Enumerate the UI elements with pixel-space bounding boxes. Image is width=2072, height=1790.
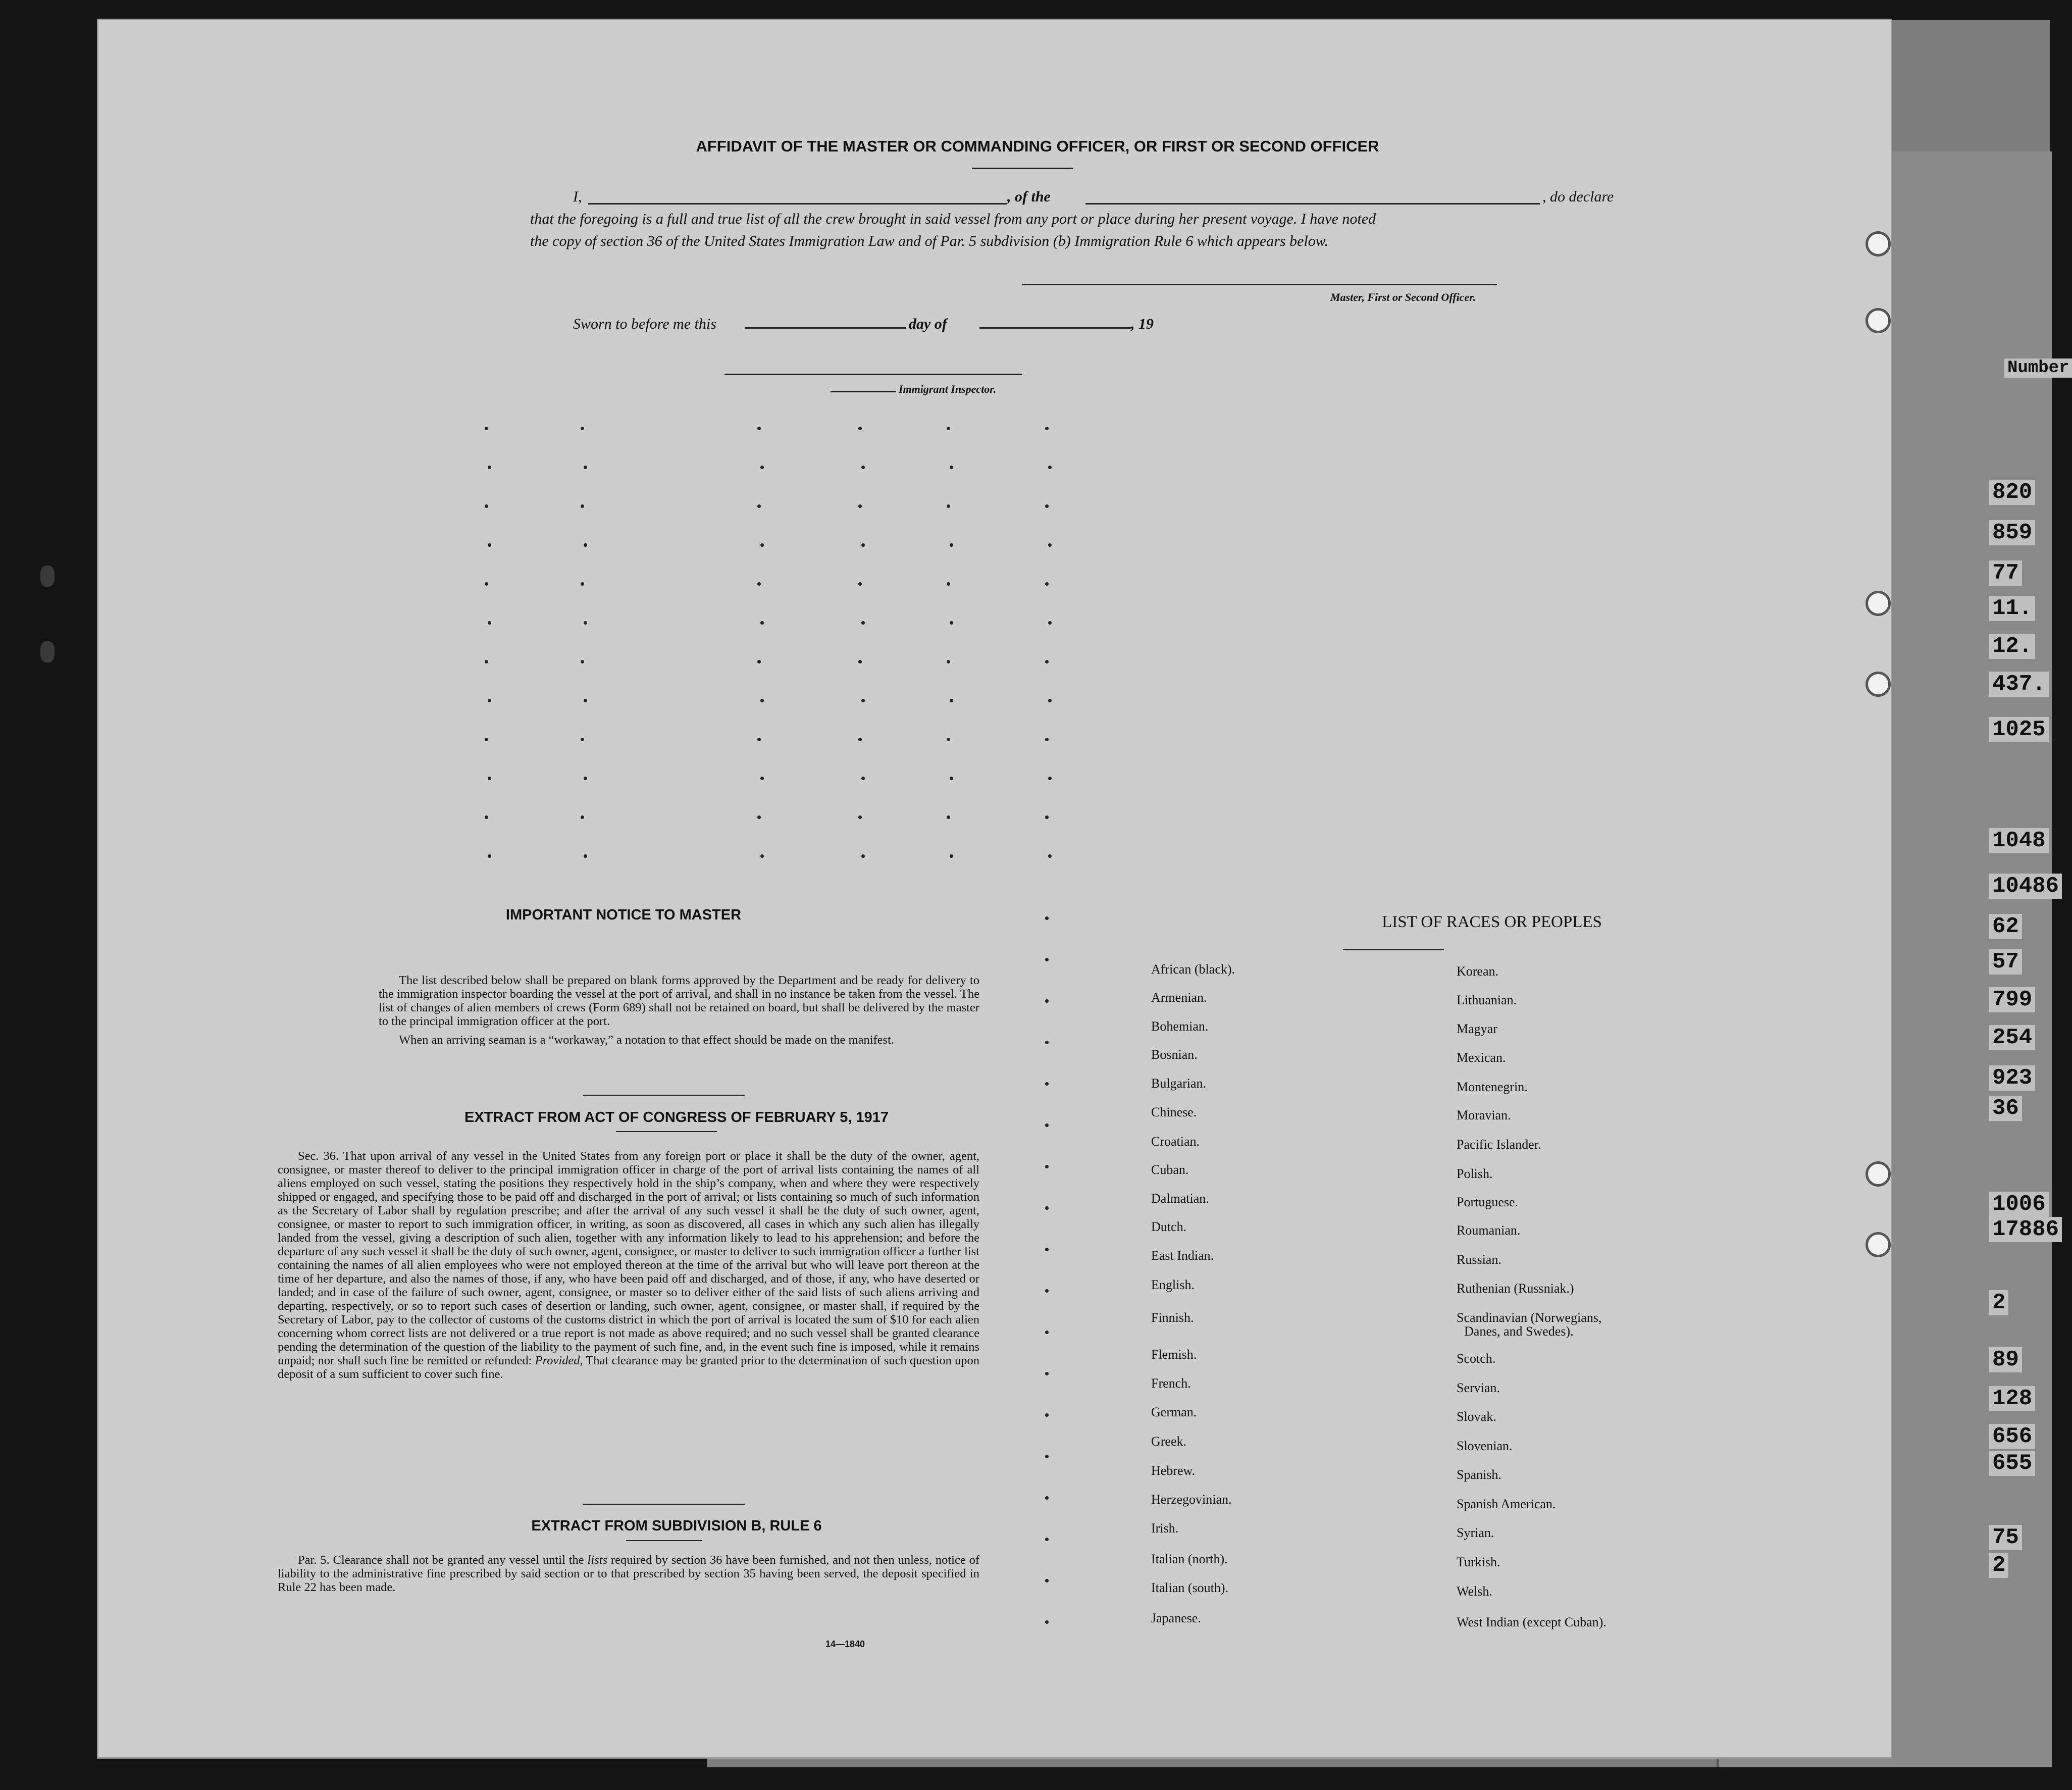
race-item: Cuban. [1151,1162,1189,1177]
binding-hole [1866,1232,1891,1257]
bleed-dot [581,660,584,663]
underlying-number: 57 [1989,949,2022,975]
bleed-dot [488,543,491,547]
extract-rule-title: EXTRACT FROM SUBDIVISION B, RULE 6 [531,1518,822,1534]
bleed-dot [1048,621,1052,625]
bleed-dot [1045,1331,1049,1334]
bleed-dot [1045,1248,1049,1251]
bleed-dot [1045,916,1049,920]
race-item: French. [1151,1376,1191,1391]
sworn-day-blank [745,327,906,329]
bleed-dot [757,815,761,819]
binding-hole [1866,591,1891,616]
race-item: Italian (north). [1151,1552,1228,1566]
bleed-dot [584,854,587,858]
bleed-dot [861,466,865,469]
sworn-day: day of [909,316,947,332]
underlying-number: 10486 [1989,874,2062,899]
bleed-dot [858,815,862,819]
bleed-dot [488,466,491,469]
bleed-dot [1045,1413,1049,1417]
race-item: Spanish American. [1457,1497,1556,1511]
underlying-number: 799 [1989,987,2035,1012]
bleed-dot [1048,543,1052,547]
affidavit-line1-of: , of the [1007,188,1051,205]
race-item: English. [1151,1277,1195,1292]
underlying-number: 1006 [1989,1192,2049,1217]
race-item: Herzegovinian. [1151,1492,1232,1507]
extract-act-title: EXTRACT FROM ACT OF CONGRESS OF FEBRUARY 5, 1917 [464,1109,889,1126]
inspector-blank [724,374,1022,375]
notice-title: IMPORTANT NOTICE TO MASTER [505,907,742,923]
race-item: Japanese. [1151,1611,1201,1625]
affidavit-line3: the copy of section 36 of the United States Immigration Law and of Par. 5 subdivision (b) Immigration Rule 6 which appears below. [530,233,1328,249]
bleed-dot [1048,466,1052,469]
bleed-dot [950,699,953,702]
bleed-dot [947,427,950,430]
underlying-number: 36 [1989,1096,2022,1121]
underlying-number: 655 [1989,1451,2035,1476]
bleed-dot [488,699,491,702]
underlying-number: 11. [1989,596,2035,621]
sworn-month-blank [979,327,1131,329]
bleed-dot [1045,1165,1049,1168]
race-item: East Indian. [1151,1248,1214,1263]
race-item: West Indian (except Cuban). [1457,1615,1607,1629]
bleed-dot [760,699,764,702]
bleed-dot [584,466,587,469]
bleed-dot [488,621,491,625]
name-blank [588,203,1007,204]
underlying-number: 128 [1989,1386,2035,1411]
bleed-dot [1048,854,1052,858]
bleed-dot [858,504,862,508]
bleed-dot [581,815,584,819]
race-item: Scandinavian (Norwegians, [1457,1310,1602,1325]
race-item: Montenegrin. [1457,1080,1528,1094]
sworn-year: , 19 [1131,316,1154,332]
bleed-dot [950,466,953,469]
extract-act-rule [616,1131,717,1132]
bleed-dot [584,777,587,780]
race-item: Syrian. [1457,1525,1494,1540]
race-item: Italian (south). [1151,1580,1229,1595]
bleed-dot [861,699,865,702]
bleed-dot [757,660,761,663]
bleed-dot [861,777,865,780]
binding-hole [1866,308,1891,333]
underlying-number: 12. [1989,634,2035,659]
notice-text [379,974,979,1047]
extract-rule-body-b: required by section 36 have been furnished, and not then unless, notice of liability to the administrative fine prescribed by said section or to that prescribed by section 35 having been served, the deposit specified in Rule 22 has been made. [278,1553,980,1594]
underlying-number: 17886 [1989,1217,2062,1242]
underlying-header: Number [2004,359,2072,378]
bleed-dot [1045,999,1049,1003]
bleed-dot [760,466,764,469]
race-item: Armenian. [1151,990,1207,1005]
bleed-dot [1045,1123,1049,1127]
title-rule [972,168,1073,169]
affidavit-line1-declare: , do declare [1542,188,1614,205]
bleed-dot [760,777,764,780]
race-item: Slovenian. [1457,1439,1513,1453]
bleed-dot [858,582,862,586]
bleed-dot [760,543,764,547]
bleed-dot [488,777,491,780]
race-item: Croatian. [1151,1134,1200,1149]
notice-para1: The list described below shall be prepared on blank forms approved by the Department and be ready for delivery to the immigration inspector boarding the vessel at the port of arrival, and shall in no instance be taken from the vessel. The list of changes of alien members of crews (Form 689) shall not be retained on board, but shall be delivered by the master to the principal immigration officer at the port. [379,974,979,1028]
bleed-dot [1045,738,1049,741]
bleed-dot [485,504,488,508]
bleed-dot [488,854,491,858]
bleed-dot [1045,1289,1049,1293]
race-item: Dutch. [1151,1219,1187,1234]
race-item: Bohemian. [1151,1019,1209,1034]
race-item: African (black). [1151,962,1235,977]
race-item: Greek. [1151,1434,1187,1449]
race-item: Pacific Islander. [1457,1137,1541,1152]
bleed-dot [584,543,587,547]
binding-hole [1866,1161,1891,1187]
race-item: Portuguese. [1457,1195,1519,1209]
bleed-dot [947,738,950,741]
signature-blank [1022,284,1497,285]
crew-list-back-page [98,20,1891,1757]
bleed-dot [485,660,488,663]
bleed-dot [1045,1538,1049,1541]
underlying-number: 77 [1989,560,2022,586]
underlying-number: 2 [1989,1290,2008,1315]
race-item: Bosnian. [1151,1047,1198,1062]
bleed-dot [1045,958,1049,961]
bleed-dot [947,582,950,586]
bleed-dot [861,621,865,625]
bleed-dot [947,660,950,663]
sworn-prefix: Sworn to before me this [573,316,716,332]
bleed-dot [861,854,865,858]
bleed-dot [1045,1496,1049,1500]
bleed-dot [581,582,584,586]
race-item: Russian. [1457,1252,1501,1267]
bleed-dot [1045,1372,1049,1375]
affidavit-line2: that the foregoing is a full and true list of all the crew brought in said vessel from any port or place during her present voyage. I have noted [530,211,1376,227]
underlying-number: 656 [1989,1424,2035,1449]
race-item: Chinese. [1151,1105,1197,1119]
bleed-dot [581,738,584,741]
race-item: Spanish. [1457,1467,1501,1482]
bleed-dot [757,582,761,586]
extract-act-text [278,1149,979,1381]
bleed-dot [947,815,950,819]
bleed-dot [584,699,587,702]
bleed-dot [581,504,584,508]
binding-hole [1866,231,1891,257]
bleed-dot [581,427,584,430]
vessel-blank [1085,203,1540,204]
bleed-dot [1045,427,1049,430]
bleed-dot [950,543,953,547]
bleed-dot [1045,1206,1049,1210]
race-item: Dalmatian. [1151,1191,1209,1206]
bleed-dot [485,815,488,819]
race-item: Finnish. [1151,1310,1194,1325]
race-item: Mexican. [1457,1050,1506,1065]
bleed-dot [858,660,862,663]
underlying-number: 89 [1989,1347,2022,1372]
race-item: Korean. [1457,964,1499,979]
bleed-dot [861,543,865,547]
race-item: Lithuanian. [1457,993,1517,1007]
bleed-dot [1045,1455,1049,1458]
race-item: Turkish. [1457,1555,1500,1569]
underlying-number: 62 [1989,914,2022,939]
races-rule [1343,949,1444,950]
form-number: 14—1840 [825,1639,865,1649]
bleed-dot [1045,1620,1049,1624]
race-scandinavian-continued: Danes, and Swedes). [1464,1324,1574,1339]
race-item: Scotch. [1457,1351,1496,1366]
bleed-dot [757,504,761,508]
affidavit-line1-i: I, [573,188,582,205]
underlying-number: 75 [1989,1525,2022,1550]
bleed-dot [950,777,953,780]
binding-hole [1866,672,1891,697]
bleed-dot [760,621,764,625]
extract-act-body: Sec. 36. That upon arrival of any vessel in the United States from any foreign port or place it shall be the duty of the owner, agent, consignee, or master thereof to deliver to the principal immigration officer in charge of the port of arrival lists containing the names of all aliens employed on such vessel, stating the positions they respectively hold in the ship’s company, when and where they were respectively shipped or engaged, and specifying those to be paid off and discharged in the port of arrival; or lists containing so much of such information as the Secretary of Labor shall by regulation prescribe; and after the arrival of any such vessel it shall be the duty of such owner, agent, consignee, or master to report to such immigration officer, in writing, as soon as discovered, all cases in which any such alien has illegally landed from the vessel, giving a description of such alien, together with any information likely to lead to his apprehension; and before the departure of any such vessel it shall be the duty of such owner, agent, consignee, or master to deliver to such immigration officer a further list containing the names of all alien employees who were not employed thereon at the time of the arrival but who will leave port thereon at the time of her departure, and also the names of those, if any, who have been paid off and discharged, and of those, if any, who have deserted or landed; and in case of the failure of such owner, agent, consignee, or master so to deliver either of the said lists of such aliens arriving and departing, respectively, or so to report such cases of desertion or landing, such owner, agent, consignee, or master shall, if required by the Secretary of Labor, pay to the collector of customs of the customs district in which the port of arrival is located the sum of $10 for each alien concerning whom correct lists are not delivered or a true report is not made as above required; and no such vessel shall be granted clearance pending the determination of the question of the liability to the payment of such fine, and, in the event such fine is imposed, while it remains unpaid; nor shall such fine be remitted or refunded: [278,1149,979,1367]
bleed-dot [950,854,953,858]
affidavit-title: AFFIDAVIT OF THE MASTER OR COMMANDING OFFICER, OR FIRST OR SECOND OFFICER [696,137,1379,155]
bleed-dot [1045,1041,1049,1044]
race-item: Ruthenian (Russniak.) [1457,1281,1574,1296]
extract-act-provided: Provided, [535,1354,583,1367]
race-item: Welsh. [1457,1584,1492,1599]
race-item: Polish. [1457,1166,1493,1181]
race-item: Roumanian. [1457,1223,1521,1238]
underlying-number: 1025 [1989,717,2049,742]
race-item: Irish. [1151,1521,1179,1536]
race-item: Flemish. [1151,1347,1197,1362]
race-item: German. [1151,1405,1197,1419]
underlying-number: 254 [1989,1025,2035,1050]
binding-peg [40,566,55,587]
inspector-dash [831,391,896,392]
race-item: Slovak. [1457,1409,1496,1424]
bleed-dot [1045,660,1049,663]
bleed-dot [485,427,488,430]
bleed-dot [1045,815,1049,819]
extract-act-end-rule [583,1504,745,1505]
binding-peg [40,641,55,662]
races-title: LIST OF RACES OR PEOPLES [1382,913,1602,931]
bleed-dot [1045,1579,1049,1582]
bleed-dot [1045,504,1049,508]
notice-rule [583,1095,745,1096]
inspector-label: Immigrant Inspector. [899,383,997,395]
extract-rule-body-a: Par. 5. Clearance shall not be granted any vessel until the [298,1553,584,1567]
extract-rule-rule [626,1540,702,1541]
bleed-dot [1045,1082,1049,1086]
bleed-dot [1048,699,1052,702]
notice-para2: When an arriving seaman is a “workaway,” a notation to that effect should be made on the manifest. [399,1033,895,1047]
underlying-number: 923 [1989,1065,2035,1091]
signature-label: Master, First or Second Officer. [1330,291,1476,303]
underlying-number: 437. [1989,672,2049,697]
race-item: Bulgarian. [1151,1076,1207,1091]
bleed-dot [947,504,950,508]
bleed-dot [950,621,953,625]
extract-rule-lists: lists [587,1553,608,1567]
extract-act-body-end: That clearance may be granted prior to the determination of such question upon deposit of a sum sufficient to cover such fine. [278,1354,980,1381]
bleed-dot [858,427,862,430]
bleed-dot [485,738,488,741]
underlying-number: 1048 [1989,828,2049,853]
race-item: Hebrew. [1151,1463,1196,1478]
bleed-dot [760,854,764,858]
underlying-number: 820 [1989,480,2035,505]
underlying-number: 859 [1989,520,2035,545]
race-item: Moravian. [1457,1108,1511,1122]
bleed-dot [858,738,862,741]
underlying-number: 2 [1989,1553,2008,1578]
bleed-dot [485,582,488,586]
bleed-dot [1045,582,1049,586]
extract-rule-text [278,1553,979,1594]
race-item: Magyar [1457,1021,1497,1036]
bleed-dot [757,738,761,741]
bleed-dot [757,427,761,430]
bleed-dot [1048,777,1052,780]
race-item: Servian. [1457,1380,1500,1395]
bleed-dot [584,621,587,625]
